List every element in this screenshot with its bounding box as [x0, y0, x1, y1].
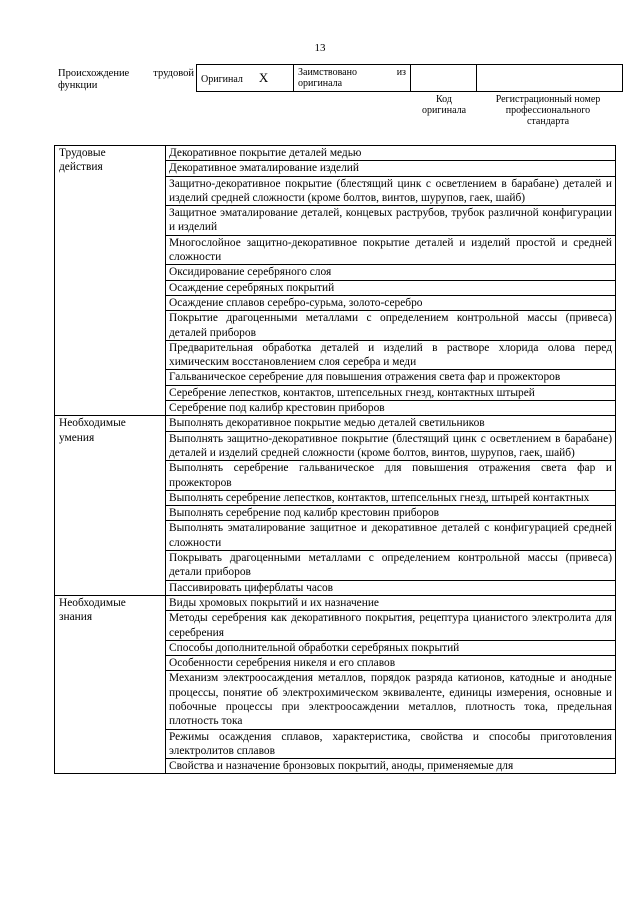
table-cell-item: Методы серебрения как декоративного покрытия, рецептура цианистого электролита для серебрения [166, 611, 616, 641]
original-cell [197, 65, 294, 92]
table-cell-item: Покрытие драгоценными металлами с определением контрольной массы (привеса) деталей приборов [166, 311, 616, 341]
borrowed-label-a: Заимствовано [298, 67, 357, 78]
table-cell-item: Способы дополнительной обработки серебряных покрытий [166, 640, 616, 655]
table-cell-item: Многослойное защитно-декоративное покрытие деталей и изделий простой и средней сложности [166, 235, 616, 265]
section-title-line: умения [59, 431, 95, 444]
table-cell-item: Выполнять защитно-декоративное покрытие (блестящий цинк с осветлением в барабане) деталей и изделий средней сложности (кроме болтов, винтов, шурупов, гаек, шайб) [166, 431, 616, 461]
section-title-line: Необходимые [59, 417, 126, 430]
table-cell-item: Оксидирование серебряного слоя [166, 265, 616, 280]
section-title [55, 416, 166, 596]
table-cell-item: Серебрение лепестков, контактов, штепсельных гнезд, контактных штырей [166, 385, 616, 400]
table-cell-item: Пассивировать циферблаты часов [166, 580, 616, 595]
table-cell-item: Выполнять серебрение гальваническое для повышения отражения света фар и прожекторов [166, 461, 616, 491]
table-cell-item: Выполнять декоративное покрытие медью деталей светильников [166, 416, 616, 431]
reg-caption [478, 94, 618, 127]
table-cell-item: Свойства и назначение бронзовых покрытий, аноды, применяемые для [166, 759, 616, 774]
reg-caption-line1: Регистрационный номер [495, 94, 601, 105]
original-label: Оригинал [201, 73, 243, 85]
reg-caption-line2: профессионального [505, 105, 591, 116]
reg-number-cell [477, 65, 623, 92]
origin-label [58, 68, 194, 92]
origin-label-line1: Происхождение трудовой [58, 68, 194, 79]
code-cell [411, 65, 477, 92]
table-row [55, 146, 616, 161]
table-cell-item: Гальваническое серебрение для повышения отражения света фар и прожекторов [166, 370, 616, 385]
table-cell-item: Виды хромовых покрытий и их назначение [166, 595, 616, 610]
table-cell-item: Выполнять серебрение лепестков, контактов, штепсельных гнезд, штырей контактных [166, 490, 616, 505]
table-cell-item: Осаждение серебряных покрытий [166, 280, 616, 295]
origin-label-line2: функции [58, 80, 98, 91]
original-mark: X [258, 69, 269, 85]
section-title-line: действия [59, 161, 103, 174]
table-cell-item: Осаждение сплавов серебро-сурьма, золото-серебро [166, 295, 616, 310]
table-cell-item: Механизм электроосаждения металлов, порядок разряда катионов, катодные и анодные процессы, понятие об электрохимическом эквиваленте, единицы измерения, основные и побочные процессы при электроосаждении металлов, плотность тока, предельная плотность тока [166, 671, 616, 729]
table-cell-item: Режимы осаждения сплавов, характеристика, свойства и способы приготовления электролитов сплавов [166, 729, 616, 759]
section-title-line: Трудовые [59, 147, 106, 159]
borrowed-label-b: из [396, 67, 406, 78]
table-cell-item: Серебрение под калибр крестовин приборов [166, 401, 616, 416]
table-row [55, 595, 616, 610]
table-cell-item: Выполнять серебрение под калибр крестовин приборов [166, 506, 616, 521]
table-cell-item: Защитно-декоративное покрытие (блестящий цинк с осветлением в барабане) деталей и изделий средней сложности (кроме болтов, винтов, шурупов, гаек, шайб) [166, 176, 616, 206]
section-title [55, 146, 166, 416]
section-title-line: знания [59, 611, 93, 624]
table-cell-item: Декоративное покрытие деталей медью [166, 146, 616, 161]
code-caption-line1: Код [436, 94, 452, 105]
section-title [55, 595, 166, 774]
table-cell-item: Предварительная обработка деталей и изделий в растворе хлорида олова перед химическим восстановлением слоя серебра и меди [166, 340, 616, 370]
borrowed-cell [294, 65, 411, 92]
table-cell-item: Выполнять эматалирование защитное и декоративное деталей с конфигурацией средней сложности [166, 521, 616, 551]
table-row [55, 416, 616, 431]
section-title-line: Необходимые [59, 596, 126, 609]
code-caption [413, 94, 475, 116]
reg-caption-line3: стандарта [526, 116, 570, 127]
table-cell-item: Особенности серебрения никеля и его сплавов [166, 656, 616, 671]
borrowed-label-c: оригинала [298, 78, 343, 89]
code-caption-line2: оригинала [421, 105, 467, 116]
table-cell-item: Защитное эматалирование деталей, концевых раструбов, трубок различной конфигурации и изделий [166, 206, 616, 236]
origin-table [196, 64, 623, 92]
table-cell-item: Декоративное эматалирование изделий [166, 161, 616, 176]
function-table [54, 145, 616, 774]
table-cell-item: Покрывать драгоценными металлами с определением контрольной массы (привеса) детали приборов [166, 551, 616, 581]
page-number: 13 [314, 42, 326, 54]
